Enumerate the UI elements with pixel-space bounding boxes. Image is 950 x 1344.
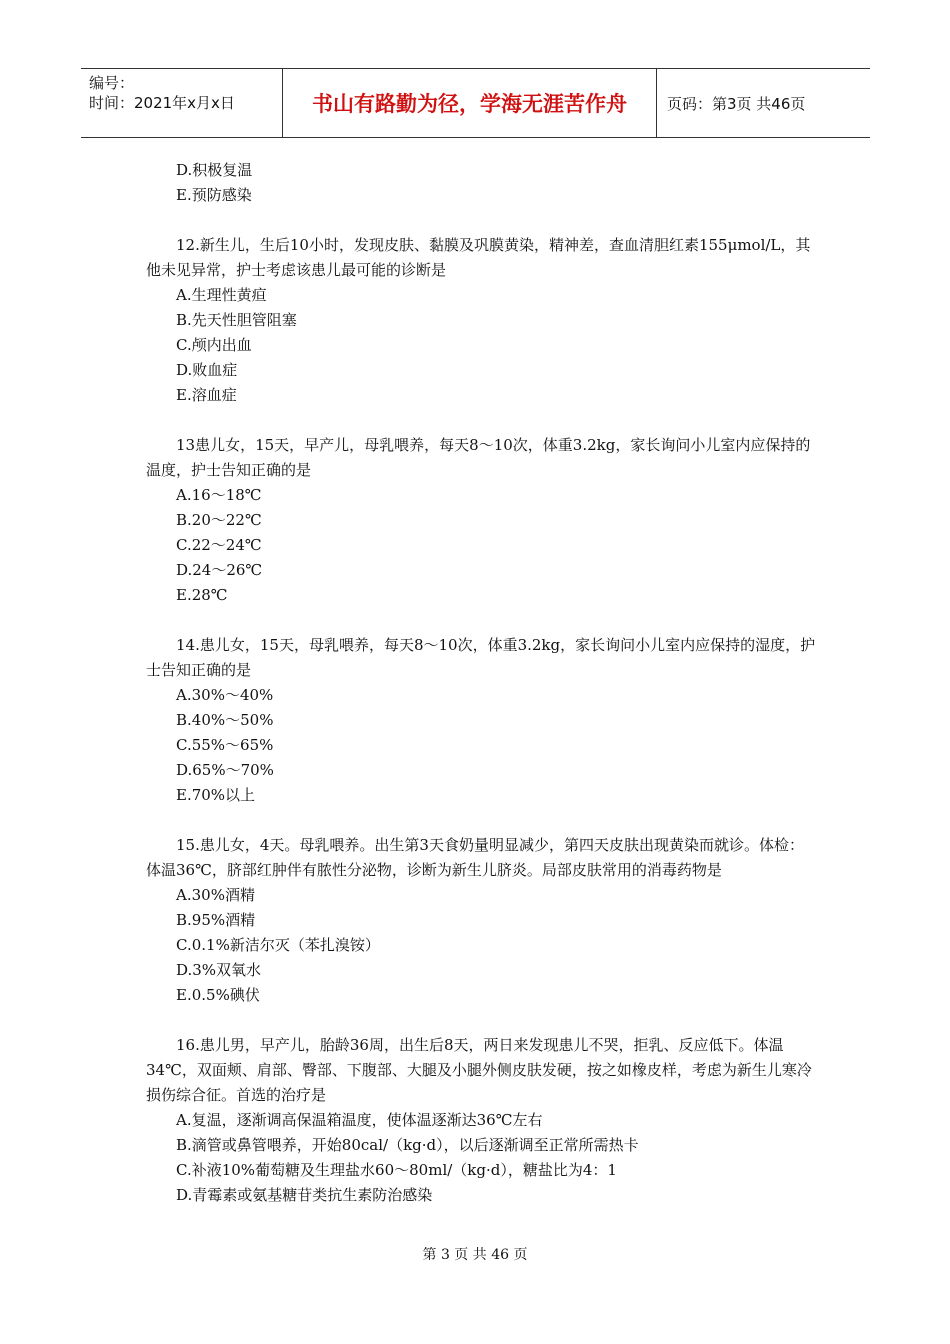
option: E.70%以上 [176, 786, 256, 804]
option: D.积极复温 [176, 161, 253, 179]
option: C.颅内出血 [176, 336, 252, 354]
question-content [146, 158, 816, 1208]
option: A.生理性黄疸 [176, 286, 267, 304]
option: B.95%酒精 [176, 911, 256, 929]
option: C.0.1%新洁尔灭（苯扎溴铵） [176, 936, 380, 954]
option: D.败血症 [176, 361, 238, 379]
option: E.溶血症 [176, 386, 237, 404]
option: A.复温，逐渐调高保温箱温度，使体温逐渐达36℃左右 [176, 1111, 543, 1129]
option: B.40%～50% [176, 711, 274, 729]
option: B.先天性胆管阻塞 [176, 311, 297, 329]
question-stem: 15.患儿女，4天。母乳喂养。出生第3天食奶量明显减少，第四天皮肤出现黄染而就诊。体检：体温36℃，脐部红肿伴有脓性分泌物，诊断为新生儿脐炎。局部皮肤常用的消毒药物是 [146, 836, 804, 879]
question-stem: 12.新生儿，生后10小时，发现皮肤、黏膜及巩膜黄染，精神差，查血清胆红素155μmol/L，其他未见异常，护士考虑该患儿最可能的诊断是 [146, 236, 811, 279]
time-label: 时间：2021年x月x日 [89, 94, 235, 112]
question-stem: 16.患儿男，早产儿，胎龄36周，出生后8天，两日来发现患儿不哭，拒乳、反应低下。体温34℃，双面颊、肩部、臀部、下腹部、大腿及小腿外侧皮肤发硬，按之如橡皮样，考虑为新生儿寒冷损伤综合征。首选的治疗是 [146, 1036, 812, 1104]
page-header [81, 68, 870, 138]
option: C.22～24℃ [176, 536, 262, 554]
header-motto: 书山有路勤为径，学海无涯苦作舟 [283, 69, 657, 137]
question-12 [146, 233, 816, 408]
option: D.3%双氧水 [176, 961, 262, 979]
option: E.预防感染 [176, 186, 252, 204]
header-page-info: 页码：第3页 共46页 [667, 94, 806, 113]
option: E.0.5%碘伏 [176, 986, 260, 1004]
question-13 [146, 433, 816, 608]
option: C.55%～65% [176, 736, 274, 754]
option: D.65%～70% [176, 761, 274, 779]
number-label: 编号： [89, 74, 135, 92]
option: A.30%～40% [176, 686, 274, 704]
option: D.青霉素或氨基糖苷类抗生素防治感染 [176, 1186, 433, 1204]
question-15 [146, 833, 816, 1008]
question-stem: 14.患儿女，15天，母乳喂养，每天8～10次，体重3.2kg，家长询问小儿室内应保持的湿度，护士告知正确的是 [146, 636, 816, 679]
option: B.20～22℃ [176, 511, 262, 529]
option: A.16～18℃ [176, 486, 262, 504]
question-16 [146, 1033, 816, 1208]
option: B.滴管或鼻管喂养，开始80cal/（kg·d），以后逐渐调至正常所需热卡 [176, 1136, 639, 1154]
header-meta [81, 69, 283, 137]
option: D.24～26℃ [176, 561, 263, 579]
question-14 [146, 633, 816, 808]
question-stem: 13患儿女，15天，早产儿，母乳喂养，每天8～10次，体重3.2kg，家长询问小儿室内应保持的温度，护士告知正确的是 [146, 436, 811, 479]
option: C.补液10%葡萄糖及生理盐水60～80ml/（kg·d），糖盐比为4：1 [176, 1161, 617, 1179]
option: A.30%酒精 [176, 886, 255, 904]
option: E.28℃ [176, 586, 228, 604]
page-footer: 第 3 页 共 46 页 [422, 1247, 528, 1263]
